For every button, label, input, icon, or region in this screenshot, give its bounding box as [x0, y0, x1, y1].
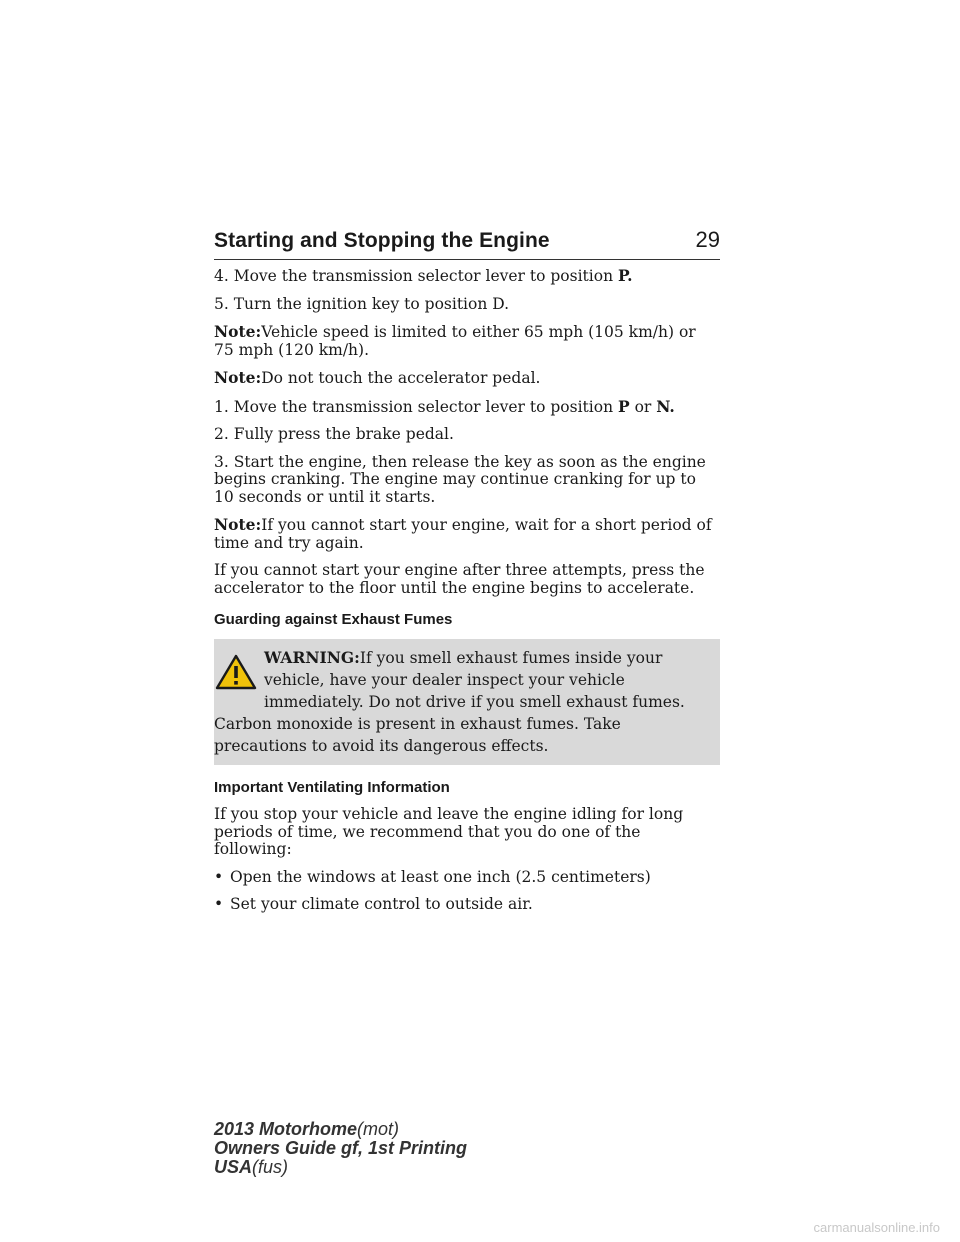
- step-1: 1. Move the transmission selector lever to position P or N.: [214, 396, 675, 416]
- header-divider: [214, 259, 720, 260]
- bullet-icon: •: [214, 867, 224, 886]
- page-header: [214, 227, 720, 253]
- step-5: 5. Turn the ignition key to position D.: [214, 294, 510, 313]
- step-4: 4. Move the transmission selector lever to position P.: [214, 266, 633, 285]
- footer-line-2: Owners Guide gf, 1st Printing: [214, 1138, 468, 1158]
- page-content: [214, 267, 720, 924]
- subheading-ventilating: Important Ventilating Information: [214, 778, 450, 796]
- bullet-list: [214, 869, 720, 914]
- bullet-icon: •: [214, 895, 224, 913]
- warning-box: [214, 639, 720, 765]
- note-speed-limit: Note:Vehicle speed is limited to either 65 mph (105 km/h) or 75 mph (120 km/h).: [214, 322, 696, 359]
- page-number: 29: [695, 227, 720, 252]
- paragraph-attempts: If you cannot start your engine after three attempts, press the accelerator to the floor until the engine begins to accelerate.: [214, 561, 705, 597]
- note-wait: Note:If you cannot start your engine, wait for a short period of time and try again.: [214, 515, 712, 552]
- watermark: carmanualsonline.info: [813, 1220, 940, 1235]
- footer-line-3: USA(fus): [214, 1157, 289, 1177]
- step-3: 3. Start the engine, then release the key as soon as the engine begins cranking. The engine may continue cranking for up to 10 seconds or until it starts.: [214, 452, 706, 506]
- list-item: • Set your climate control to outside air.: [214, 895, 533, 913]
- warning-text: WARNING:If you smell exhaust fumes inside your vehicle, have your dealer inspect your vehicle immediately. Do not drive if you smell exhaust fumes. Carbon monoxide is present in exhaust fumes. Take precautions to avoid its dangerous effects.: [214, 647, 685, 755]
- list-item: • Open the windows at least one inch (2.5 centimeters): [214, 867, 651, 886]
- paragraph-ventilating: If you stop your vehicle and leave the engine idling for long periods of time, we recommend that you do one of the following:: [214, 805, 684, 858]
- section-title: Starting and Stopping the Engine: [214, 229, 550, 252]
- print-footer: [214, 1120, 467, 1177]
- footer-line-1: 2013 Motorhome(mot): [214, 1119, 400, 1139]
- step-2: 2. Fully press the brake pedal.: [214, 425, 454, 443]
- note-accelerator: Note:Do not touch the accelerator pedal.: [214, 368, 541, 387]
- warning-triangle-icon: [214, 653, 258, 691]
- subheading-exhaust-fumes: Guarding against Exhaust Fumes: [214, 611, 453, 628]
